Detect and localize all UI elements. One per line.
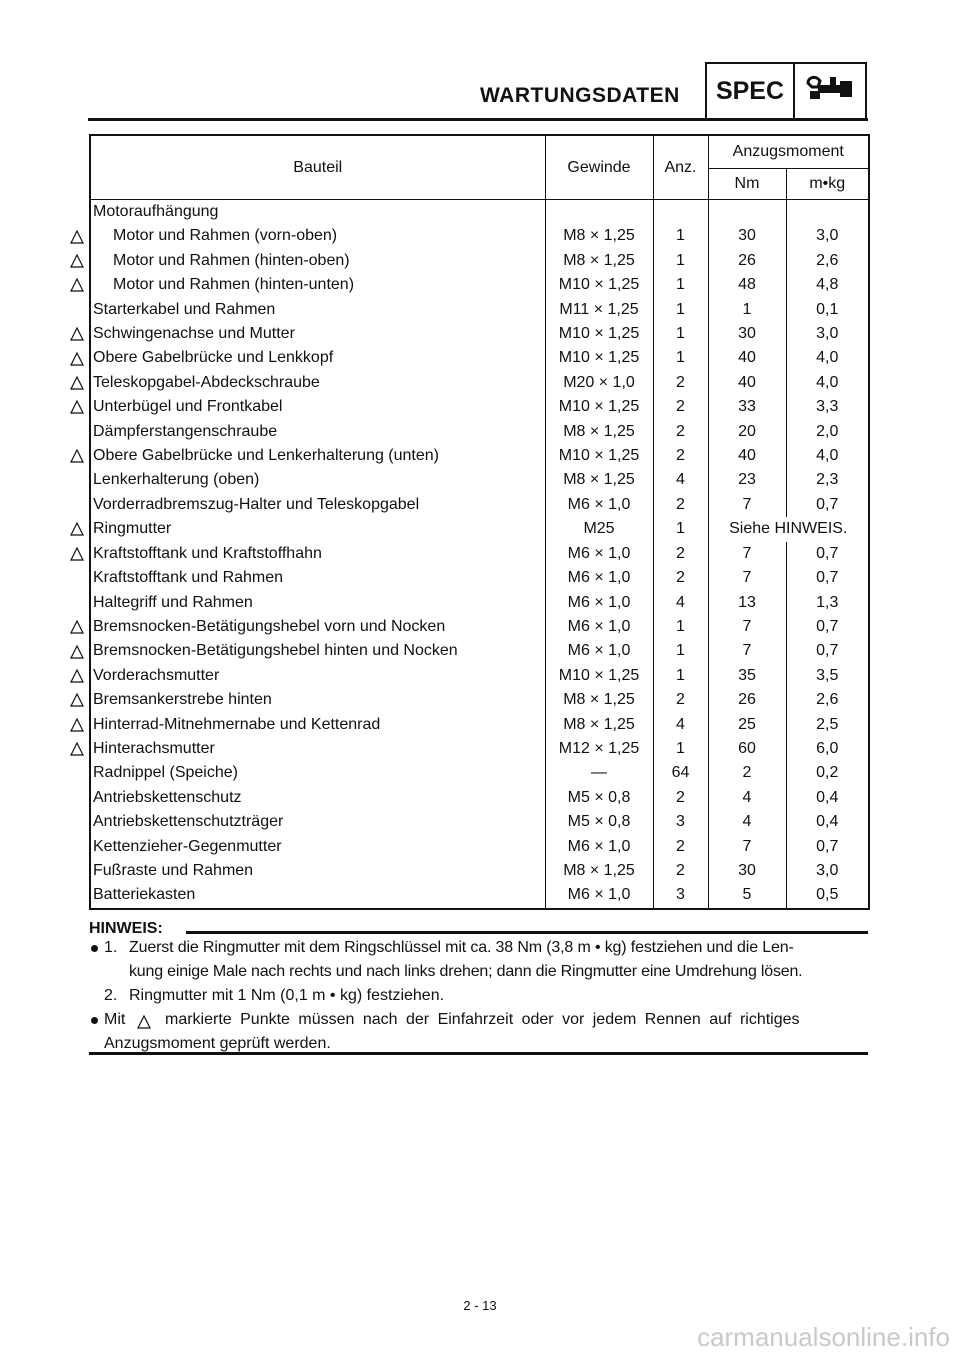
cell-nm: 5 bbox=[708, 883, 786, 908]
table-row bbox=[90, 468, 869, 492]
table-row bbox=[90, 835, 869, 859]
cell-part: Kettenzieher-Gegenmutter bbox=[93, 837, 282, 855]
cell-qty: 2 bbox=[653, 786, 708, 810]
cell-nm: 26 bbox=[708, 249, 786, 273]
table-row bbox=[90, 371, 869, 395]
cell-mkg: 0,7 bbox=[786, 542, 869, 566]
table-row bbox=[90, 322, 869, 346]
triangle-marker-icon bbox=[70, 352, 84, 366]
table-row bbox=[90, 224, 869, 248]
cell-nm: 2 bbox=[708, 761, 786, 785]
cell-thread: M8 × 1,25 bbox=[545, 468, 653, 492]
cell-part: Obere Gabelbrücke und Lenkkopf bbox=[93, 349, 334, 367]
cell-thread: M8 × 1,25 bbox=[545, 420, 653, 444]
note-title: HINWEIS: bbox=[89, 920, 163, 937]
cell-mkg: 4,0 bbox=[786, 444, 869, 468]
cell-part: Dämpferstangenschraube bbox=[93, 422, 278, 440]
cell-thread: M10 × 1,25 bbox=[545, 664, 653, 688]
cell-mkg: 0,7 bbox=[786, 493, 869, 517]
note-item-1-line-2: kung einige Male nach rechts und nach links drehen; dann die Ringmutter eine Umdrehung lösen. bbox=[129, 963, 803, 980]
cell-qty: 2 bbox=[653, 688, 708, 712]
cell-mkg: 3,0 bbox=[786, 322, 869, 346]
cell-qty: 1 bbox=[653, 664, 708, 688]
cell-part: Fußraste und Rahmen bbox=[93, 861, 254, 879]
table-row bbox=[90, 810, 869, 834]
cell-part: Hinterrad-Mitnehmernabe und Kettenrad bbox=[93, 715, 381, 733]
triangle-marker-icon bbox=[70, 718, 84, 732]
cell-mkg: 0,4 bbox=[786, 786, 869, 810]
cell-thread: M6 × 1,0 bbox=[545, 591, 653, 615]
cell-mkg: 0,7 bbox=[786, 639, 869, 663]
cell-qty: 2 bbox=[653, 835, 708, 859]
cell-nm: 4 bbox=[708, 810, 786, 834]
triangle-marker-icon bbox=[70, 449, 84, 463]
table-row bbox=[90, 517, 869, 541]
cell-nm: 26 bbox=[708, 688, 786, 712]
cell-thread: M11 × 1,25 bbox=[545, 298, 653, 322]
torque-table bbox=[89, 134, 870, 910]
table-row bbox=[90, 859, 869, 883]
cell-part: Radnippel (Speiche) bbox=[93, 764, 238, 782]
cell-part: Motor und Rahmen (hinten-oben) bbox=[113, 251, 350, 269]
cell-nm: 30 bbox=[708, 224, 786, 248]
cell-qty: 2 bbox=[653, 493, 708, 517]
note-item-1-line-1: Zuerst die Ringmutter mit dem Ringschlüssel mit ca. 38 Nm (3,8 m • kg) festziehen und die Len- bbox=[129, 939, 794, 956]
cell-qty: 2 bbox=[653, 566, 708, 590]
cell-mkg: 6,0 bbox=[786, 737, 869, 761]
cell-nm: 30 bbox=[708, 322, 786, 346]
table-row bbox=[90, 493, 869, 517]
cell-thread: M6 × 1,0 bbox=[545, 566, 653, 590]
cell-nm: 48 bbox=[708, 273, 786, 297]
table-row bbox=[90, 444, 869, 468]
cell-thread: M25 bbox=[545, 517, 653, 541]
cell-thread: M20 × 1,0 bbox=[545, 371, 653, 395]
cell-thread: M8 × 1,25 bbox=[545, 859, 653, 883]
cell-qty: 4 bbox=[653, 591, 708, 615]
bullet-icon bbox=[91, 945, 98, 952]
cell-qty: 2 bbox=[653, 395, 708, 419]
note-item-3-prefix: Mit bbox=[104, 1011, 126, 1028]
cell-part: Ringmutter bbox=[93, 520, 172, 538]
cell-qty: 4 bbox=[653, 713, 708, 737]
cell-mkg: 2,3 bbox=[786, 468, 869, 492]
cell-part: Kraftstofftank und Kraftstoffhahn bbox=[93, 544, 322, 562]
cell-thread: M6 × 1,0 bbox=[545, 493, 653, 517]
cell-mkg: 2,5 bbox=[786, 713, 869, 737]
table-row bbox=[90, 615, 869, 639]
cell-qty: 1 bbox=[653, 615, 708, 639]
cell-nm: 7 bbox=[708, 542, 786, 566]
cell-qty: 1 bbox=[653, 737, 708, 761]
cell-nm: 7 bbox=[708, 835, 786, 859]
triangle-marker-icon bbox=[70, 547, 84, 561]
cell-thread: M8 × 1,25 bbox=[545, 713, 653, 737]
cell-mkg: 0,1 bbox=[786, 298, 869, 322]
triangle-marker-icon bbox=[70, 620, 84, 634]
note-bottom-rule bbox=[89, 1052, 868, 1055]
table-row bbox=[90, 542, 869, 566]
header-mkg: m•kg bbox=[786, 169, 869, 200]
cell-thread: M10 × 1,25 bbox=[545, 395, 653, 419]
cell-part: Batteriekasten bbox=[93, 886, 196, 904]
cell-mkg: 4,0 bbox=[786, 346, 869, 370]
section-heading-row bbox=[90, 200, 869, 225]
cell-mkg: 3,5 bbox=[786, 664, 869, 688]
cell-part: Unterbügel und Frontkabel bbox=[93, 398, 283, 416]
section-heading: Motoraufhängung bbox=[93, 203, 219, 220]
table-row bbox=[90, 639, 869, 663]
cell-mkg: 3,0 bbox=[786, 224, 869, 248]
cell-mkg: 2,6 bbox=[786, 688, 869, 712]
cell-thread: M6 × 1,0 bbox=[545, 835, 653, 859]
cell-qty: 1 bbox=[653, 346, 708, 370]
table-row bbox=[90, 591, 869, 615]
triangle-marker-icon bbox=[70, 522, 84, 536]
cell-nm: 13 bbox=[708, 591, 786, 615]
cell-qty: 1 bbox=[653, 249, 708, 273]
cell-nm: 30 bbox=[708, 859, 786, 883]
cell-mkg: 0,4 bbox=[786, 810, 869, 834]
spec-badge bbox=[705, 62, 867, 120]
cell-qty: 2 bbox=[653, 542, 708, 566]
cell-part: Antriebskettenschutzträger bbox=[93, 813, 284, 831]
cell-nm: 1 bbox=[708, 298, 786, 322]
cell-mkg: 3,0 bbox=[786, 859, 869, 883]
cell-mkg: 1,3 bbox=[786, 591, 869, 615]
triangle-marker-icon bbox=[70, 693, 84, 707]
cell-thread: M6 × 1,0 bbox=[545, 615, 653, 639]
cell-qty: 1 bbox=[653, 224, 708, 248]
cell-thread: M5 × 0,8 bbox=[545, 786, 653, 810]
cell-mkg: 4,0 bbox=[786, 371, 869, 395]
cell-thread: M5 × 0,8 bbox=[545, 810, 653, 834]
note-item-2-text: Ringmutter mit 1 Nm (0,1 m • kg) festziehen. bbox=[129, 987, 445, 1004]
table-row bbox=[90, 298, 869, 322]
bullet-icon bbox=[91, 1017, 98, 1024]
cell-nm: 7 bbox=[708, 639, 786, 663]
cell-nm: 7 bbox=[708, 615, 786, 639]
triangle-marker-icon bbox=[70, 645, 84, 659]
table-row bbox=[90, 713, 869, 737]
cell-qty: 3 bbox=[653, 810, 708, 834]
cell-qty: 2 bbox=[653, 444, 708, 468]
triangle-marker-icon bbox=[70, 230, 84, 244]
note-item-3-text: markierte Punkte müssen nach der Einfahrzeit oder vor jedem Rennen auf richtiges bbox=[165, 1011, 800, 1028]
cell-nm: 7 bbox=[708, 493, 786, 517]
cell-part: Schwingenachse und Mutter bbox=[93, 325, 295, 343]
table-row bbox=[90, 737, 869, 761]
cell-nm: 25 bbox=[708, 713, 786, 737]
cell-mkg: 2,6 bbox=[786, 249, 869, 273]
triangle-marker-icon bbox=[70, 669, 84, 683]
table-row bbox=[90, 664, 869, 688]
cell-qty: 1 bbox=[653, 517, 708, 541]
header-torque: Anzugsmoment bbox=[708, 135, 869, 169]
cell-nm: 40 bbox=[708, 346, 786, 370]
table-row bbox=[90, 761, 869, 785]
cell-nm: 20 bbox=[708, 420, 786, 444]
cell-thread: M10 × 1,25 bbox=[545, 322, 653, 346]
cell-qty: 64 bbox=[653, 761, 708, 785]
cell-qty: 2 bbox=[653, 859, 708, 883]
cell-qty: 2 bbox=[653, 420, 708, 444]
wrench-icon bbox=[795, 64, 865, 118]
note-item-1-number: 1. bbox=[104, 939, 118, 956]
cell-nm: 60 bbox=[708, 737, 786, 761]
cell-thread: M6 × 1,0 bbox=[545, 883, 653, 908]
cell-qty: 1 bbox=[653, 273, 708, 297]
note-item-3-line-2: Anzugsmoment geprüft werden. bbox=[104, 1035, 331, 1052]
table-row bbox=[90, 688, 869, 712]
cell-part: Teleskopgabel-Abdeckschraube bbox=[93, 373, 320, 391]
table-row bbox=[90, 395, 869, 419]
table-row bbox=[90, 273, 869, 297]
triangle-marker-icon bbox=[70, 376, 84, 390]
cell-mkg: 0,7 bbox=[786, 615, 869, 639]
watermark: carmanualsonline.info bbox=[697, 1322, 950, 1352]
cell-part: Kraftstofftank und Rahmen bbox=[93, 569, 284, 587]
cell-mkg: 0,7 bbox=[786, 835, 869, 859]
cell-part: Hinterachsmutter bbox=[93, 739, 215, 757]
header-nm: Nm bbox=[708, 169, 786, 200]
triangle-marker-icon bbox=[70, 254, 84, 268]
cell-qty: 1 bbox=[653, 298, 708, 322]
table-row bbox=[90, 249, 869, 273]
cell-part: Vorderachsmutter bbox=[93, 666, 220, 684]
cell-nm: 40 bbox=[708, 444, 786, 468]
cell-thread: M8 × 1,25 bbox=[545, 224, 653, 248]
cell-nm: 7 bbox=[708, 566, 786, 590]
cell-thread: M10 × 1,25 bbox=[545, 444, 653, 468]
cell-nm: 23 bbox=[708, 468, 786, 492]
cell-torque-note: Siehe HINWEIS. bbox=[708, 517, 869, 541]
note-title-rule bbox=[186, 931, 868, 934]
note-item-2-number: 2. bbox=[104, 987, 118, 1004]
page-title: WARTUNGSDATEN bbox=[480, 84, 680, 107]
cell-thread: M8 × 1,25 bbox=[545, 249, 653, 273]
table-row bbox=[90, 346, 869, 370]
cell-qty: 4 bbox=[653, 468, 708, 492]
cell-nm: 4 bbox=[708, 786, 786, 810]
cell-part: Antriebskettenschutz bbox=[93, 788, 242, 806]
page-number: 2 - 13 bbox=[463, 1298, 497, 1313]
cell-mkg: 4,8 bbox=[786, 273, 869, 297]
cell-thread: M12 × 1,25 bbox=[545, 737, 653, 761]
cell-thread: M6 × 1,0 bbox=[545, 639, 653, 663]
spec-label: SPEC bbox=[707, 64, 795, 118]
cell-part: Lenkerhalterung (oben) bbox=[93, 471, 260, 489]
cell-part: Motor und Rahmen (vorn-oben) bbox=[113, 227, 338, 245]
cell-thread: M6 × 1,0 bbox=[545, 542, 653, 566]
triangle-marker-icon bbox=[70, 400, 84, 414]
cell-nm: 40 bbox=[708, 371, 786, 395]
header-thread: Gewinde bbox=[545, 135, 653, 200]
cell-mkg: 0,2 bbox=[786, 761, 869, 785]
cell-part: Bremsnocken-Betätigungshebel vorn und Nocken bbox=[93, 617, 446, 635]
cell-thread: M8 × 1,25 bbox=[545, 688, 653, 712]
cell-part: Starterkabel und Rahmen bbox=[93, 300, 276, 318]
header-part: Bauteil bbox=[90, 135, 545, 200]
cell-thread: — bbox=[545, 761, 653, 785]
cell-mkg: 0,7 bbox=[786, 566, 869, 590]
cell-part: Vorderradbremszug-Halter und Teleskopgabel bbox=[93, 495, 420, 513]
cell-mkg: 2,0 bbox=[786, 420, 869, 444]
cell-qty: 1 bbox=[653, 639, 708, 663]
cell-thread: M10 × 1,25 bbox=[545, 273, 653, 297]
cell-thread: M10 × 1,25 bbox=[545, 346, 653, 370]
table-row bbox=[90, 883, 869, 908]
cell-qty: 1 bbox=[653, 322, 708, 346]
cell-nm: 35 bbox=[708, 664, 786, 688]
cell-qty: 3 bbox=[653, 883, 708, 908]
triangle-marker-icon bbox=[70, 742, 84, 756]
header-qty: Anz. bbox=[653, 135, 708, 200]
header-rule bbox=[88, 118, 868, 121]
cell-nm: 33 bbox=[708, 395, 786, 419]
cell-part: Motor und Rahmen (hinten-unten) bbox=[113, 276, 355, 294]
table-row bbox=[90, 786, 869, 810]
cell-part: Bremsankerstrebe hinten bbox=[93, 691, 272, 709]
cell-part: Bremsnocken-Betätigungshebel hinten und Nocken bbox=[93, 642, 458, 660]
cell-mkg: 3,3 bbox=[786, 395, 869, 419]
triangle-marker-icon bbox=[70, 278, 84, 292]
cell-part: Haltegriff und Rahmen bbox=[93, 593, 253, 611]
cell-mkg: 0,5 bbox=[786, 883, 869, 908]
triangle-marker-icon bbox=[70, 327, 84, 341]
table-row bbox=[90, 420, 869, 444]
cell-qty: 2 bbox=[653, 371, 708, 395]
cell-part: Obere Gabelbrücke und Lenkerhalterung (unten) bbox=[93, 447, 439, 465]
table-row bbox=[90, 566, 869, 590]
